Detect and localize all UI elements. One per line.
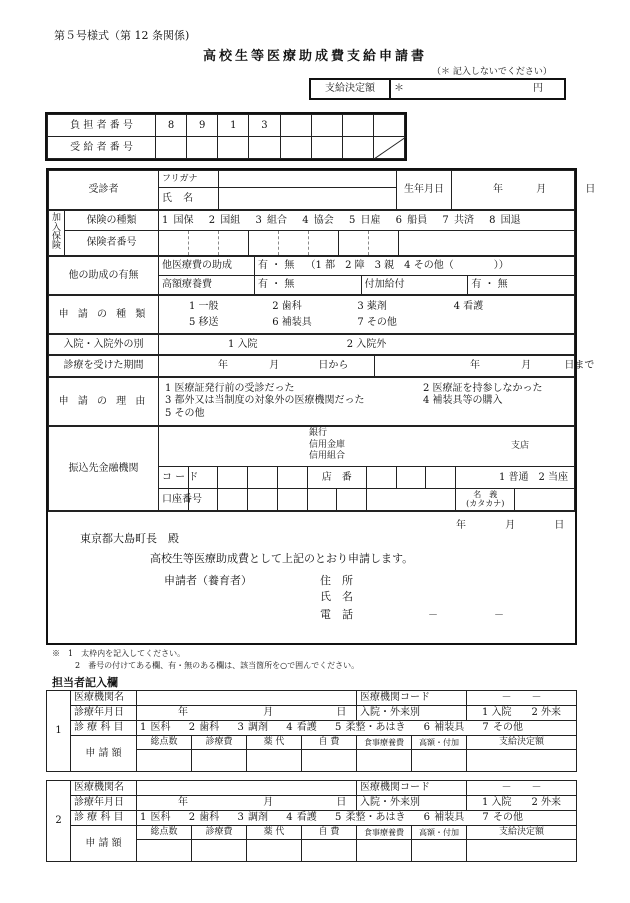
col-decided-amount: 支給決定額: [467, 826, 577, 840]
insurance-type-option[interactable]: 6 船員: [395, 214, 428, 226]
recipient-digit[interactable]: [249, 137, 280, 159]
treatment-date-label: 診療年月日: [71, 796, 137, 811]
dob-label: 生年月日: [397, 171, 452, 210]
insurer-number-label: 保険者番号: [65, 231, 159, 256]
bank-code-digit[interactable]: [218, 467, 248, 489]
bank-code-digit[interactable]: [248, 467, 278, 489]
department-options[interactable]: 1 医科 2 歯科 3 調剤 4 看護 5 柔整・あはき 6 補装具 7 その他: [137, 721, 577, 736]
reason-option[interactable]: 1 医療証発行前の受診だった: [165, 382, 295, 394]
amount-cell[interactable]: [302, 840, 357, 862]
other-aid-label: 他の助成の有無: [49, 257, 159, 295]
main-form: [46, 168, 596, 645]
app-type-option[interactable]: 3 薬剤: [357, 300, 387, 312]
extra-benefit-label: 付加給付: [361, 276, 468, 295]
high-cost-label: 高額療養費: [159, 276, 255, 295]
recipient-number-label: 受 給 者 番 号: [48, 137, 156, 159]
declaration-area: [48, 511, 575, 629]
dob-field[interactable]: [452, 171, 596, 210]
department-label: 診 療 科 目: [71, 721, 137, 736]
store-digit[interactable]: [426, 467, 456, 489]
insurance-type-label: 保険の種類: [65, 211, 159, 231]
payer-number-label: 負 担 者 番 号: [48, 115, 156, 137]
insurance-type-option[interactable]: 1 国保: [162, 214, 194, 226]
furigana-field[interactable]: [219, 171, 397, 188]
account-digit[interactable]: [218, 489, 248, 511]
inout-options[interactable]: 1 入院 2 外来: [467, 706, 577, 721]
staff-section-number: 1: [47, 691, 71, 772]
app-type-option[interactable]: 2 歯科: [272, 300, 302, 312]
period-label: 診療を受けた期間: [49, 356, 159, 377]
period-to-day: 日まで: [564, 360, 595, 372]
recipient-digit-struck: [373, 137, 404, 159]
dob-year: 年: [493, 184, 503, 196]
holder-label: 名 義 (カタカナ): [456, 489, 515, 511]
amount-cell[interactable]: [412, 840, 467, 862]
amount-cell[interactable]: [357, 840, 412, 862]
decl-day: 日: [554, 520, 565, 531]
decl-year: 年: [456, 520, 466, 531]
payer-digit[interactable]: [342, 115, 373, 137]
high-cost-yes-no[interactable]: 有 ・ 無: [255, 276, 362, 295]
phone-dash: －: [494, 610, 504, 621]
payer-digit[interactable]: [280, 115, 311, 137]
patient-table: [48, 170, 596, 210]
page-title: 高校生等医療助成費支給申請書: [202, 49, 427, 64]
aid-type-options[interactable]: （1 都 2 障 3 親 4 その他（ ））: [305, 260, 509, 272]
col-drug-fee: 薬 代: [247, 826, 302, 840]
number-table: [47, 114, 405, 159]
amount-cell[interactable]: [302, 750, 357, 772]
application-type-options[interactable]: [159, 296, 575, 334]
institution-code-field[interactable]: － －: [467, 781, 577, 796]
col-high-cost: 高額・付加: [412, 736, 467, 750]
store-digit[interactable]: [396, 467, 426, 489]
application-type-label: 申 請 の 種 類: [49, 296, 159, 334]
holder-field[interactable]: [515, 489, 575, 511]
recipient-digit[interactable]: [187, 137, 218, 159]
inout-label: 入院・外来別: [357, 796, 467, 811]
extra-benefit-yes-no[interactable]: 有 ・ 無: [468, 276, 575, 295]
institution-code-field[interactable]: － －: [467, 691, 577, 706]
other-medical-aid-options[interactable]: [255, 257, 575, 276]
application-type-table: [48, 295, 575, 334]
store-number-label: 店 番: [307, 467, 366, 489]
payer-digit[interactable]: 3: [249, 115, 280, 137]
account-kind-options[interactable]: 1 普通 2 当座: [456, 467, 575, 489]
app-type-option[interactable]: 1 一般: [189, 300, 219, 312]
payer-digit[interactable]: 8: [156, 115, 187, 137]
col-meal-fee: 食事療養費: [357, 736, 412, 750]
insurer-number-field[interactable]: [159, 231, 575, 256]
institution-code-label: 医療機関コード: [357, 691, 467, 706]
note-1: ※ 1 太枠内を記入してください。: [52, 649, 186, 658]
insurance-type-option[interactable]: 8 国退: [489, 214, 521, 226]
institution-label: 医療機関名: [71, 781, 137, 796]
amount-cell[interactable]: [137, 840, 192, 862]
patient-label: 受診者: [49, 171, 159, 210]
recipient-digit[interactable]: [156, 137, 187, 159]
account-digit[interactable]: [307, 489, 337, 511]
statement: 高校生等医療助成費として上記のとおり申請します。: [150, 552, 414, 565]
applicant-address-label: 住 所: [320, 574, 353, 587]
name-field[interactable]: [219, 188, 397, 210]
period-to-month: 月: [521, 360, 532, 372]
bank-name-field[interactable]: [159, 427, 575, 467]
institution-field[interactable]: [137, 781, 357, 796]
admission-label: 入院・入院外の別: [49, 335, 159, 355]
insurance-type-option[interactable]: 7 共済: [442, 214, 474, 226]
period-from-month: 月: [269, 360, 280, 372]
bank-code-label: コ ー ド: [159, 467, 189, 489]
applicant-phone-label: 電 話: [320, 608, 353, 621]
admission-outpatient[interactable]: 2 入院外: [346, 338, 387, 350]
col-self-pay: 自 費: [302, 826, 357, 840]
reason-options[interactable]: [159, 378, 575, 426]
recipient-digit[interactable]: [280, 137, 311, 159]
bank-table: [48, 426, 575, 511]
treatment-date-label: 診療年月日: [71, 706, 137, 721]
period-to[interactable]: [375, 356, 595, 377]
amount-cell[interactable]: [247, 750, 302, 772]
col-decided-amount: 支給決定額: [467, 736, 577, 750]
amount-cell[interactable]: [247, 840, 302, 862]
col-high-cost: 高額・付加: [412, 826, 467, 840]
applicant-label: 申請者（養育者）: [164, 574, 252, 587]
furigana-label: フリガナ: [159, 171, 219, 188]
note-2: 2 番号の付けてある欄、有・無のある欄は、該当箇所を○で囲んでください。: [75, 661, 360, 670]
department-options[interactable]: 1 医科 2 歯科 3 調剤 4 看護 5 柔整・あはき 6 補装具 7 その他: [137, 811, 577, 826]
amount-box: [309, 78, 566, 100]
period-from-day: 日から: [318, 360, 349, 372]
bank-kind-shinkin[interactable]: 信用金庫: [309, 439, 346, 450]
reason-option[interactable]: 4 補装具等の購入: [423, 395, 503, 407]
col-medical-fee: 診療費: [192, 826, 247, 840]
store-digit[interactable]: [366, 467, 396, 489]
reason-option[interactable]: 5 その他: [165, 407, 205, 419]
treatment-date-field[interactable]: 年 月 日: [137, 706, 357, 721]
recipient-digit[interactable]: [311, 137, 342, 159]
phone-dash: －: [428, 610, 438, 621]
bank-code-digit[interactable]: [277, 467, 307, 489]
institution-code-label: 医療機関コード: [357, 781, 467, 796]
reason-option[interactable]: 3 都外又は当制度の対象外の医療機関だった: [165, 395, 365, 407]
amount-cell[interactable]: [467, 840, 577, 862]
staff-table-2: [46, 780, 577, 862]
inout-options[interactable]: 1 入院 2 外来: [467, 796, 577, 811]
staff-table-1: [46, 690, 577, 772]
amount-label: 支給決定額: [310, 79, 390, 99]
period-from[interactable]: [159, 356, 375, 377]
dob-month: 月: [536, 184, 547, 196]
diagonal-strike: [374, 137, 406, 159]
app-type-option[interactable]: 5 移送: [189, 316, 219, 328]
name-label: 氏 名: [159, 188, 219, 210]
note-do-not-fill: （＊ 記入しないでください）: [432, 67, 552, 77]
amount-cell[interactable]: [192, 840, 247, 862]
reason-option[interactable]: 2 医療証を持参しなかった: [423, 382, 543, 394]
amount-cell[interactable]: [412, 750, 467, 772]
amount-cell[interactable]: [137, 750, 192, 772]
amount-cell[interactable]: [467, 750, 577, 772]
insurance-type-options[interactable]: [159, 211, 575, 231]
app-type-option[interactable]: 7 その他: [357, 316, 397, 328]
account-digit[interactable]: [248, 489, 278, 511]
amount-cell[interactable]: [357, 750, 412, 772]
staff-section-number: 2: [47, 781, 71, 862]
amount-cell[interactable]: [192, 750, 247, 772]
col-total-points: 総点数: [137, 826, 192, 840]
period-table: [48, 355, 595, 377]
amount-unit: 円: [533, 83, 543, 95]
claim-amount-label: 申 請 額: [71, 826, 137, 862]
col-total-points: 総点数: [137, 736, 192, 750]
admission-options[interactable]: [159, 335, 575, 355]
addressee: 東京都大島町長 殿: [80, 532, 179, 545]
col-self-pay: 自 費: [302, 736, 357, 750]
app-type-option[interactable]: 4 看護: [453, 300, 484, 312]
account-number-label: 口座番号: [159, 489, 189, 511]
applicant-name-label: 氏 名: [320, 590, 353, 603]
dob-day: 日: [585, 184, 596, 196]
admission-table: [48, 334, 575, 355]
institution-field[interactable]: [137, 691, 357, 706]
inout-label: 入院・外来別: [357, 706, 467, 721]
reason-label: 申 請 の 理 由: [49, 378, 159, 426]
admission-inpatient[interactable]: 1 入院: [228, 338, 258, 350]
recipient-digit[interactable]: [218, 137, 249, 159]
period-to-year: 年: [470, 360, 480, 372]
institution-label: 医療機関名: [71, 691, 137, 706]
other-aid-table: [48, 256, 575, 295]
bank-label: 振込先金融機関: [49, 427, 159, 511]
amount-mark: ＊: [394, 83, 404, 95]
app-type-option[interactable]: 6 補装具: [272, 316, 312, 328]
insurance-type-option[interactable]: 5 日雇: [348, 214, 381, 226]
payer-digit[interactable]: 9: [187, 115, 218, 137]
insurance-table: [48, 210, 575, 256]
payer-digit[interactable]: [311, 115, 342, 137]
recipient-digit[interactable]: [342, 137, 373, 159]
insurance-type-option[interactable]: 4 協会: [302, 214, 334, 226]
period-from-year: 年: [218, 360, 228, 372]
form-number: 第５号様式（第 12 条関係): [54, 29, 190, 42]
claim-amount-label: 申 請 額: [71, 736, 137, 772]
reason-table: [48, 377, 575, 426]
other-medical-aid-label: 他医療費の助成: [159, 257, 255, 276]
col-medical-fee: 診療費: [192, 736, 247, 750]
col-drug-fee: 薬 代: [247, 736, 302, 750]
account-spacer: [366, 489, 455, 511]
insurance-type-option[interactable]: 2 国組: [208, 214, 241, 226]
treatment-date-field[interactable]: 年 月 日: [137, 796, 357, 811]
col-meal-fee: 食事療養費: [357, 826, 412, 840]
yes-no-option[interactable]: 有 ・ 無: [258, 260, 295, 272]
department-label: 診 療 科 目: [71, 811, 137, 826]
bank-kind-bank[interactable]: 銀行: [309, 428, 328, 438]
account-digit[interactable]: [337, 489, 367, 511]
payer-digit[interactable]: [373, 115, 404, 137]
bank-kind-kumiai[interactable]: 信用組合: [309, 451, 346, 462]
insurance-group-label: 加入保険: [49, 211, 65, 256]
insurance-type-option[interactable]: 3 組合: [255, 214, 288, 226]
payer-digit[interactable]: 1: [218, 115, 249, 137]
bank-branch-label: 支店: [511, 441, 530, 451]
decl-month: 月: [505, 520, 516, 531]
account-digit[interactable]: [277, 489, 307, 511]
staff-section-title: 担当者記入欄: [52, 676, 118, 689]
